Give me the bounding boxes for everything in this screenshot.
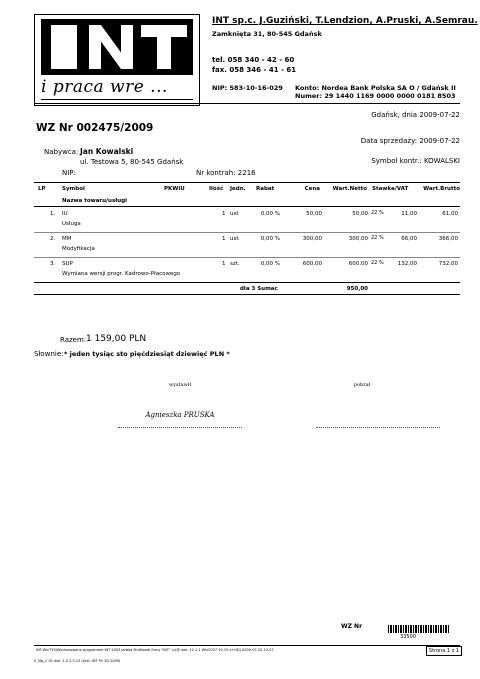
row-net: 50,00 [352,211,368,217]
col-price: Cena [304,186,320,192]
row-price: 600,00 [302,261,322,267]
col-symbol: Symbol [62,186,85,192]
nip-label: NIP: [62,169,76,177]
col-gross: Wart.Brutto [423,186,460,192]
bottom-line: E_Mg_C 01 wer. 1.0 2.5.10 (Arel. INT Pn 2D 2009) [34,659,121,663]
row-unit: usł. [230,211,240,217]
company-fax: fax. 058 346 - 41 - 61 [212,66,297,74]
row-lp: 2. [50,236,56,242]
company-address: Zamknięta 31, 80-545 Gdańsk [212,30,322,38]
total-label: Razem: [60,336,87,344]
row-lp: 3. [50,261,56,267]
row-gross: 732,00 [438,261,458,267]
company-logo [34,14,200,106]
company-name: INT sp.c. J.Guziński, T.Lendzion, A.Pruski, A.Semrau. [212,16,478,26]
row-divider [34,232,460,233]
row-price: 50,00 [306,211,322,217]
table-top-line [34,182,460,183]
issuer-signature-line [118,427,242,428]
logo-int-letters [41,19,193,75]
row-unit: usł. [230,236,240,242]
row-name: Modyfikacja [62,246,95,252]
issued-label: wystawił [168,382,192,388]
table-bottom-line [34,282,460,283]
col-net: Wart.Netto [332,186,367,192]
row-gross: 61,00 [442,211,458,217]
barcode-number: 33500 [400,634,416,640]
row-symbol: IU [62,211,68,217]
row-vat-rate: 22 % [371,235,384,241]
header-divider [34,103,460,104]
issuer-name: Agnieszka PRUSKA [145,411,215,419]
col-name: Nazwa towaru/usługi [62,198,128,204]
col-pkwiu: PKWiU [164,186,185,192]
row-vat: 66,00 [401,236,417,242]
col-vat-rate: Stawka/VAT [372,186,409,192]
bank-account: Numer: 29 1440 1169 0000 0000 0181 8503 [295,92,456,100]
row-discount: 0,00 % [260,236,280,242]
page-number: Strona 1 z 1 [426,646,462,656]
footer-line [34,645,460,646]
row-qty: 1 [222,261,226,267]
row-lp: 1. [50,211,56,217]
row-gross: 366,00 [438,236,458,242]
row-discount: 0,00 % [260,211,280,217]
sum-line [34,294,460,295]
row-price: 300,00 [302,236,322,242]
row-vat: 132,00 [397,261,417,267]
row-vat-rate: 22 % [371,210,384,216]
words-value: * jeden tysiąc sto pięćdziesiąt dziewięć PLN * [64,350,230,358]
document-title: WZ Nr 002475/2009 [36,122,154,134]
logo-slogan: i praca wre ... [41,77,168,97]
row-qty: 1 [222,236,226,242]
row-symbol: SUP [62,261,73,267]
col-qty: Ilość [209,186,224,192]
received-label: pobrał [353,382,371,388]
receiver-signature-line [316,427,440,428]
place-date: Gdańsk, dnia 2009-07-22 [371,111,460,119]
buyer-name: Jan Kowalski [80,147,134,156]
row-vat-rate: 22 % [371,260,384,266]
total-value: 1 159,00 PLN [86,334,147,344]
company-tel: tel. 058 340 - 42 - 60 [212,56,295,64]
words-label: Słownie: [34,350,64,358]
row-discount: 0,00 % [260,261,280,267]
logo-underline [41,99,193,100]
bank-name: Konto: Nordea Bank Polska SA O / Gdańsk II [295,84,456,92]
col-discount: Rabat [256,186,275,192]
contractor-number: Nr kontrah: 2216 [196,169,256,177]
table-header-line [34,206,460,207]
sum-label: dla 3 Sumac [240,286,278,292]
sale-date: Data sprzedaży: 2009-07-22 [360,137,460,145]
col-lp: LP [38,186,46,192]
company-nip: NIP: 583-10-16-029 [212,84,283,92]
row-symbol: MM [62,236,72,242]
row-qty: 1 [222,211,226,217]
row-net: 600,00 [348,261,368,267]
sum-value: 950,00 [346,286,368,292]
buyer-label: Nabywca: [44,148,79,156]
col-unit: Jedn. [230,186,246,192]
row-name: Wymiana wersji progr. Kadrowo-Płacowego [62,271,181,277]
barcode [388,625,450,633]
row-divider [34,257,460,258]
row-net: 300,00 [348,236,368,242]
contractor-symbol: Symbol kontr.: KOWALSKI [371,157,460,165]
footer-wz-label: WZ Nr [341,623,363,630]
buyer-address: ul. Testowa 5, 80-545 Gdańsk [80,158,184,166]
row-unit: szt. [230,261,240,267]
software-line: INT-WinTYS(Wydrukowano programem INT 2003 jadeta Multiwedi firmy "INT" (c)@ wer. 12.1.1 Win2007 10-15 s+HD) 2009-07-22 12:07 [36,648,274,652]
row-name: Usługa [62,221,81,227]
row-vat: 11,00 [401,211,417,217]
